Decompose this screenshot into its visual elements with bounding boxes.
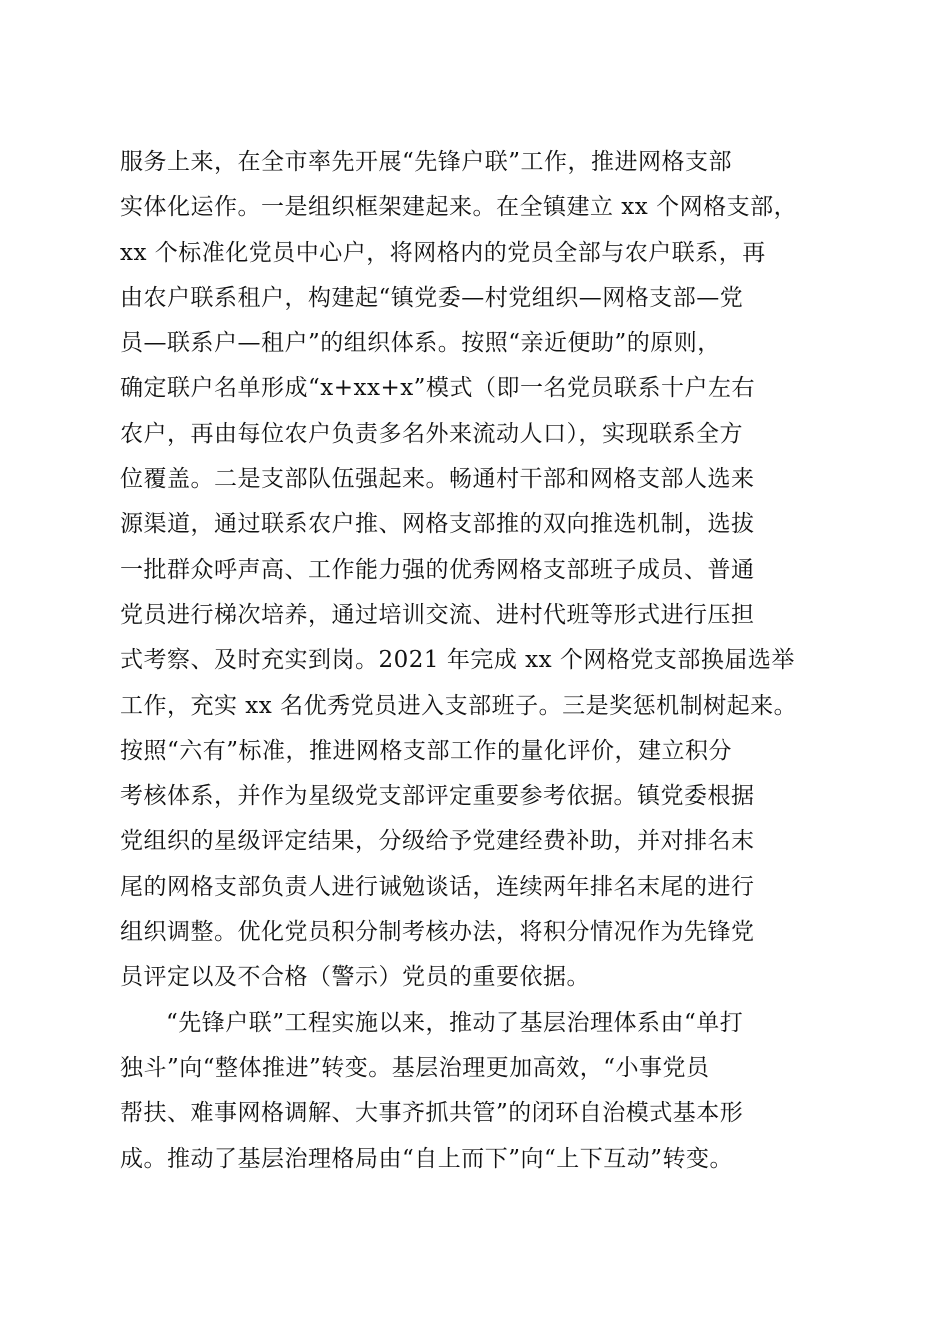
text-line: 实体化运作。一是组织框架建起来。在全镇建立 xx 个网格支部， [120,194,798,221]
text-line: 位覆盖。二是支部队伍强起来。畅通村干部和网格支部人选来 [120,466,755,493]
text-line: 源渠道，通过联系农户推、网格支部推的双向推选机制，选拔 [120,511,755,538]
text-line: “先锋户联”工程实施以来，推动了基层治理体系由“单打 [166,1009,744,1036]
text-line: xx 个标准化党员中心户，将网格内的党员全部与农户联系，再 [120,239,766,266]
text-line: 由农户联系租户，构建起“镇党委—村党组织—网格支部—党 [120,284,744,311]
text-line: 帮扶、难事网格调解、大事齐抓共管”的闭环自治模式基本形 [120,1100,744,1127]
text-line: 成。推动了基层治理格局由“自上而下”向“上下互动”转变。 [120,1145,734,1172]
text-line: 组织调整。优化党员积分制考核办法，将积分情况作为先锋党 [120,919,755,946]
text-line: 工作，充实 xx 名优秀党员进入支部班子。三是奖惩机制树起来。 [120,692,798,719]
text-line: 党员进行梯次培养，通过培训交流、进村代班等形式进行压担 [120,601,755,628]
text-line: 尾的网格支部负责人进行诫勉谈话，连续两年排名末尾的进行 [120,873,755,900]
text-line: 服务上来，在全市率先开展“先锋户联”工作，推进网格支部 [120,149,733,175]
document-body [120,140,840,1182]
text-line: 独斗”向“整体推进”转变。基层治理更加高效，“小事党员 [120,1054,710,1081]
text-line: 党组织的星级评定结果，分级给予党建经费补助，并对排名末 [120,828,755,855]
text-line: 考核体系，并作为星级党支部评定重要参考依据。镇党委根据 [120,783,755,810]
text-line: 式考察、及时充实到岗。2021 年完成 xx 个网格党支部换届选举 [120,647,795,674]
paragraph-1 [120,140,840,1001]
text-line: 按照“六有”标准，推进网格支部工作的量化评价，建立积分 [120,737,733,764]
text-line: 农户，再由每位农户负责多名外来流动人口），实现联系全方 [120,420,743,447]
text-line: 员评定以及不合格（警示）党员的重要依据。 [120,964,590,991]
paragraph-2 [120,1001,840,1182]
text-line: 一批群众呼声高、工作能力强的优秀网格支部班子成员、普通 [120,556,755,583]
text-line: 员—联系户—租户”的组织体系。按照“亲近便助”的原则， [120,330,721,357]
text-line: 确定联户名单形成“x+xx+x”模式（即一名党员联系十户左右 [120,375,755,402]
